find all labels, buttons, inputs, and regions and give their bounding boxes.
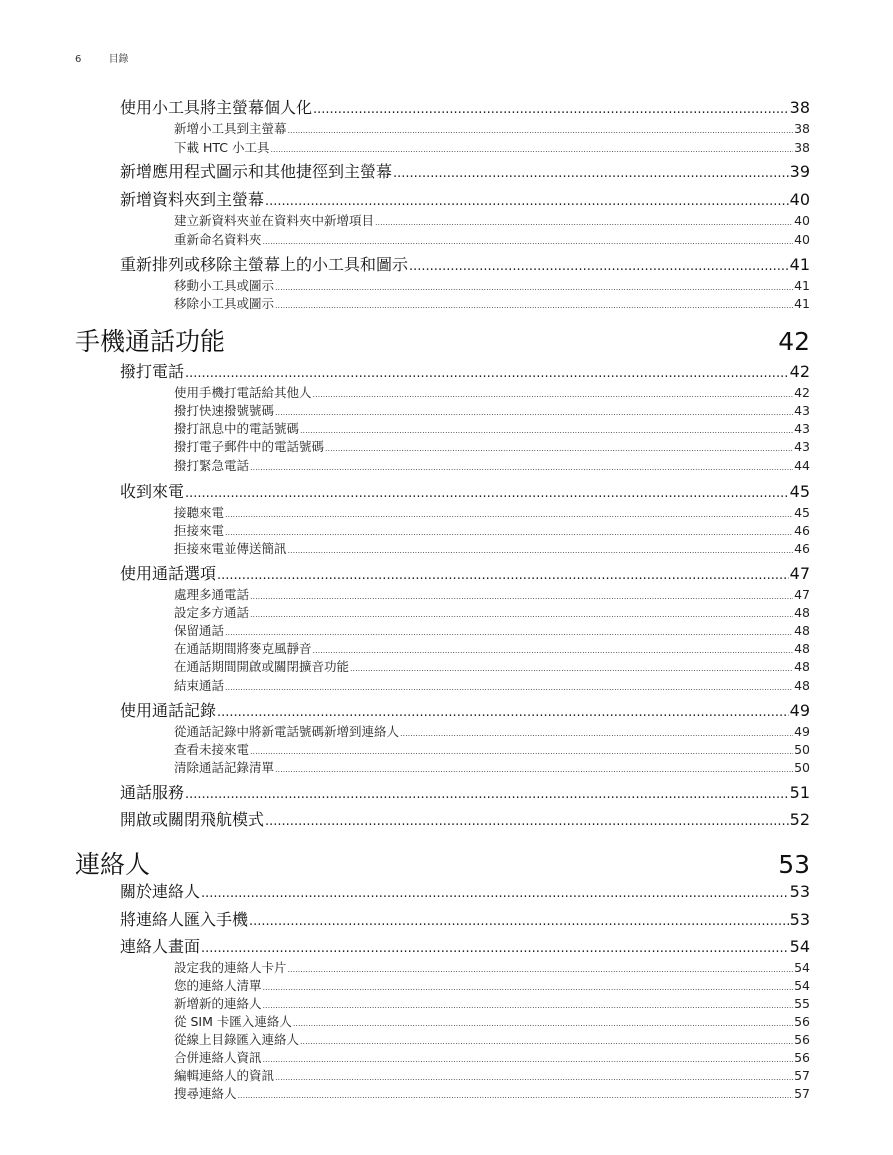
toc-subsection-entry[interactable] <box>174 503 810 519</box>
entry-page-number: 48 <box>794 641 810 656</box>
dot-leader <box>250 463 793 472</box>
entry-page-number: 42 <box>789 362 810 381</box>
toc-subsection-entry[interactable] <box>174 294 810 310</box>
entry-page-number: 45 <box>789 482 810 501</box>
entry-title: 連絡人畫面 <box>120 937 201 956</box>
entry-page-number: 56 <box>794 1014 810 1029</box>
entry-title: 從 SIM 卡匯入連絡人 <box>174 1014 292 1029</box>
dot-leader <box>350 664 793 673</box>
entry-page-number: 47 <box>789 564 810 583</box>
entry-title: 使用手機打電話給其他人 <box>174 385 312 400</box>
dot-leader <box>288 965 794 974</box>
toc-section-entry[interactable] <box>120 187 810 207</box>
dot-leader <box>250 747 793 756</box>
entry-title: 將連絡人匯入手機 <box>120 910 249 929</box>
dot-leader <box>217 568 789 583</box>
dot-leader <box>325 444 793 453</box>
entry-page-number: 46 <box>794 523 810 538</box>
entry-title: 使用小工具將主螢幕個人化 <box>120 98 313 117</box>
header-page-number: 6 <box>75 54 82 65</box>
dot-leader <box>217 705 789 720</box>
dot-leader <box>225 528 793 537</box>
toc-section-entry[interactable] <box>120 252 810 272</box>
toc-section-entry[interactable] <box>120 359 810 379</box>
dot-leader <box>270 145 793 154</box>
dot-leader <box>185 486 789 501</box>
entry-page-number: 46 <box>794 541 810 556</box>
toc-subsection-entry[interactable] <box>174 676 810 692</box>
entry-title: 查看未接來電 <box>174 742 250 757</box>
entry-title: 新增新的連絡人 <box>174 996 262 1011</box>
entry-page-number: 40 <box>794 213 810 228</box>
toc-subsection-entry[interactable] <box>174 1084 810 1100</box>
dot-leader <box>275 408 793 417</box>
entry-page-number: 48 <box>794 623 810 638</box>
dot-leader <box>313 102 789 117</box>
chapter-heading <box>75 322 810 356</box>
entry-title: 撥打訊息中的電話號碼 <box>174 421 300 436</box>
toc-subsection-entry[interactable] <box>174 758 810 774</box>
entry-title: 從通話記錄中將新電話號碼新增到連絡人 <box>174 724 400 739</box>
entry-title: 重新排列或移除主螢幕上的小工具和圖示 <box>120 255 409 274</box>
dot-leader <box>275 765 793 774</box>
chapter-title: 連絡人 <box>75 850 151 879</box>
entry-page-number: 38 <box>794 121 810 136</box>
toc-subsection-entry[interactable] <box>174 722 810 738</box>
dot-leader <box>400 729 793 738</box>
header-label: 目錄 <box>108 54 129 65</box>
dot-leader <box>300 426 793 435</box>
toc-subsection-entry[interactable] <box>174 419 810 435</box>
chapter-page-number: 42 <box>778 327 810 356</box>
entry-title: 清除通話記錄清單 <box>174 760 275 775</box>
entry-page-number: 38 <box>789 98 810 117</box>
dot-leader <box>185 366 789 381</box>
dot-leader <box>225 683 793 692</box>
toc-subsection-entry[interactable] <box>174 456 810 472</box>
entry-page-number: 54 <box>789 937 810 956</box>
entry-page-number: 43 <box>794 439 810 454</box>
dot-leader <box>300 1037 793 1046</box>
toc-subsection-entry[interactable] <box>174 230 810 246</box>
entry-title: 建立新資料夾並在資料夾中新增項目 <box>174 213 375 228</box>
entry-page-number: 57 <box>794 1086 810 1101</box>
entry-page-number: 55 <box>794 996 810 1011</box>
entry-page-number: 41 <box>789 255 810 274</box>
entry-title: 撥打電話 <box>120 362 185 381</box>
toc-subsection-entry[interactable] <box>174 657 810 673</box>
toc-subsection-entry[interactable] <box>174 603 810 619</box>
dot-leader <box>288 126 794 135</box>
entry-title: 設定我的連絡人卡片 <box>174 960 287 975</box>
dot-leader <box>409 259 789 274</box>
entry-title: 撥打電子郵件中的電話號碼 <box>174 439 325 454</box>
entry-title: 撥打緊急電話 <box>174 458 250 473</box>
toc-section-entry[interactable] <box>120 698 810 718</box>
entry-page-number: 53 <box>789 882 810 901</box>
entry-title: 在通話期間將麥克風靜音 <box>174 641 312 656</box>
entry-title: 新增資料夾到主螢幕 <box>120 190 265 209</box>
dot-leader <box>263 237 794 246</box>
entry-page-number: 39 <box>789 162 810 181</box>
chapter-title: 手機通話功能 <box>75 327 226 356</box>
entry-title: 收到來電 <box>120 482 185 501</box>
toc-subsection-entry[interactable] <box>174 976 810 992</box>
chapter-page-number: 53 <box>778 850 810 879</box>
entry-title: 拒接來電 <box>174 523 225 538</box>
toc-section-entry[interactable] <box>120 780 810 800</box>
toc-subsection-entry[interactable] <box>174 1012 810 1028</box>
entry-page-number: 40 <box>794 232 810 247</box>
toc-subsection-entry[interactable] <box>174 276 810 292</box>
entry-page-number: 52 <box>789 810 810 829</box>
toc-section-entry[interactable] <box>120 807 810 827</box>
toc-subsection-entry[interactable] <box>174 740 810 756</box>
toc-section-entry[interactable] <box>120 95 810 115</box>
dot-leader <box>201 941 789 956</box>
toc-subsection-entry[interactable] <box>174 138 810 154</box>
toc-subsection-entry[interactable] <box>174 639 810 655</box>
dot-leader <box>263 1055 794 1064</box>
entry-page-number: 51 <box>789 783 810 802</box>
entry-title: 合併連絡人資訊 <box>174 1050 262 1065</box>
entry-page-number: 41 <box>794 296 810 311</box>
toc-section-entry[interactable] <box>120 934 810 954</box>
dot-leader <box>293 1019 793 1028</box>
entry-title: 撥打快速撥號號碼 <box>174 403 275 418</box>
dot-leader <box>375 218 793 227</box>
dot-leader <box>265 194 789 209</box>
entry-title: 下載 HTC 小工具 <box>174 140 270 155</box>
entry-page-number: 56 <box>794 1032 810 1047</box>
entry-title: 編輯連絡人的資訊 <box>174 1068 275 1083</box>
toc-subsection-entry[interactable] <box>174 539 810 555</box>
entry-page-number: 48 <box>794 678 810 693</box>
entry-title: 開啟或關閉飛航模式 <box>120 810 265 829</box>
entry-page-number: 45 <box>794 505 810 520</box>
entry-page-number: 49 <box>789 701 810 720</box>
dot-leader <box>313 390 794 399</box>
dot-leader <box>275 283 793 292</box>
entry-page-number: 56 <box>794 1050 810 1065</box>
entry-page-number: 40 <box>789 190 810 209</box>
toc-subsection-entry[interactable] <box>174 585 810 601</box>
entry-title: 移動小工具或圖示 <box>174 278 275 293</box>
entry-title: 設定多方通話 <box>174 605 250 620</box>
toc-section-entry[interactable] <box>120 561 810 581</box>
entry-page-number: 53 <box>789 910 810 929</box>
toc-subsection-entry[interactable] <box>174 1066 810 1082</box>
entry-page-number: 48 <box>794 605 810 620</box>
toc-subsection-entry[interactable] <box>174 119 810 135</box>
toc-subsection-entry[interactable] <box>174 401 810 417</box>
toc-subsection-entry[interactable] <box>174 958 810 974</box>
entry-page-number: 41 <box>794 278 810 293</box>
dot-leader <box>201 886 789 901</box>
toc-subsection-entry[interactable] <box>174 621 810 637</box>
chapter-heading <box>75 845 810 879</box>
entry-title: 拒接來電並傳送簡訊 <box>174 541 287 556</box>
toc-subsection-entry[interactable] <box>174 1030 810 1046</box>
dot-leader <box>265 814 789 829</box>
toc-subsection-entry[interactable] <box>174 521 810 537</box>
dot-leader <box>313 646 794 655</box>
dot-leader <box>225 510 793 519</box>
dot-leader <box>185 787 789 802</box>
toc-section-entry[interactable] <box>120 879 810 899</box>
dot-leader <box>249 914 789 929</box>
entry-page-number: 42 <box>794 385 810 400</box>
entry-page-number: 49 <box>794 724 810 739</box>
toc-subsection-entry[interactable] <box>174 437 810 453</box>
dot-leader <box>275 1073 793 1082</box>
dot-leader <box>250 610 793 619</box>
toc-section-entry[interactable] <box>120 479 810 499</box>
entry-page-number: 50 <box>794 760 810 775</box>
dot-leader <box>275 301 793 310</box>
toc-subsection-entry[interactable] <box>174 211 810 227</box>
dot-leader <box>288 546 794 555</box>
entry-title: 處理多通電話 <box>174 587 250 602</box>
dot-leader <box>225 628 793 637</box>
entry-page-number: 48 <box>794 659 810 674</box>
entry-page-number: 43 <box>794 421 810 436</box>
entry-page-number: 50 <box>794 742 810 757</box>
entry-title: 接聽來電 <box>174 505 225 520</box>
dot-leader <box>263 983 794 992</box>
entry-title: 移除小工具或圖示 <box>174 296 275 311</box>
dot-leader <box>263 1001 794 1010</box>
toc-section-entry[interactable] <box>120 907 810 927</box>
entry-title: 在通話期間開啟或關閉擴音功能 <box>174 659 350 674</box>
entry-title: 重新命名資料夾 <box>174 232 262 247</box>
dot-leader <box>238 1091 794 1100</box>
entry-title: 保留通話 <box>174 623 225 638</box>
entry-page-number: 57 <box>794 1068 810 1083</box>
entry-title: 使用通話選項 <box>120 564 217 583</box>
page-header <box>75 50 129 65</box>
entry-page-number: 43 <box>794 403 810 418</box>
entry-page-number: 54 <box>794 960 810 975</box>
entry-title: 新增小工具到主螢幕 <box>174 121 287 136</box>
toc-subsection-entry[interactable] <box>174 994 810 1010</box>
entry-title: 您的連絡人清單 <box>174 978 262 993</box>
entry-title: 搜尋連絡人 <box>174 1086 237 1101</box>
entry-title: 關於連絡人 <box>120 882 201 901</box>
toc-subsection-entry[interactable] <box>174 1048 810 1064</box>
dot-leader <box>393 166 789 181</box>
entry-page-number: 44 <box>794 458 810 473</box>
dot-leader <box>250 592 793 601</box>
entry-title: 通話服務 <box>120 783 185 802</box>
entry-page-number: 47 <box>794 587 810 602</box>
entry-title: 從線上目錄匯入連絡人 <box>174 1032 300 1047</box>
entry-title: 新增應用程式圖示和其他捷徑到主螢幕 <box>120 162 393 181</box>
entry-page-number: 38 <box>794 140 810 155</box>
entry-page-number: 54 <box>794 978 810 993</box>
entry-title: 結束通話 <box>174 678 225 693</box>
entry-title: 使用通話記錄 <box>120 701 217 720</box>
toc-section-entry[interactable] <box>120 159 810 179</box>
toc-subsection-entry[interactable] <box>174 383 810 399</box>
